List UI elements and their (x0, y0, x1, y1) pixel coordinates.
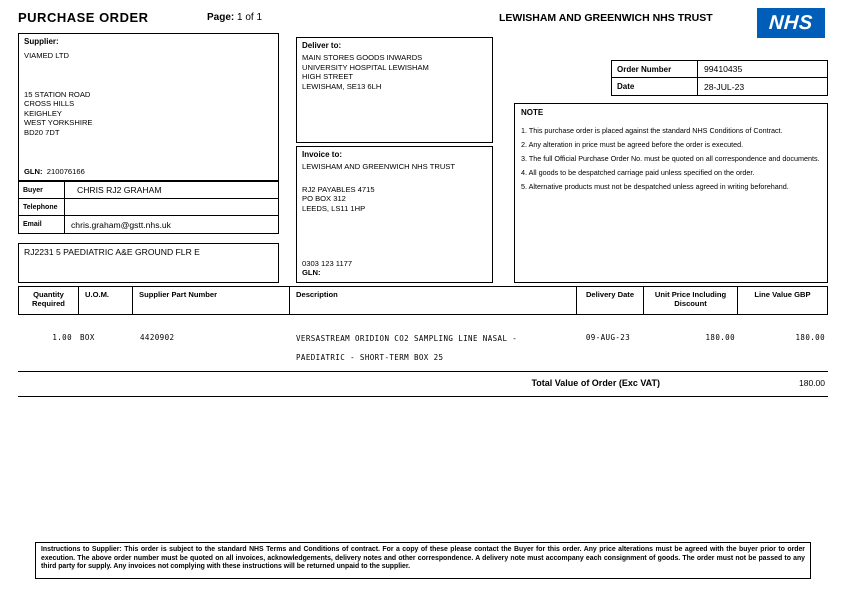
buyer-table (18, 181, 279, 234)
invoice-to-box (296, 146, 493, 283)
supplier-address (24, 90, 273, 138)
supplier-name: VIAMED LTD (24, 51, 70, 60)
divider-line (18, 396, 828, 397)
department-box (18, 243, 279, 283)
invoice-to-gln-label: GLN: (302, 268, 321, 278)
header-quantity: Quantity Required (18, 286, 79, 315)
total-label: Total Value of Order (Exc VAT) (531, 378, 660, 388)
invoice-to-line: RJ2 PAYABLES 4715 (302, 184, 375, 194)
telephone-label: Telephone (19, 199, 65, 215)
department-code: RJ2231 5 PAEDIATRIC A&E GROUND FLR E (24, 247, 200, 257)
invoice-to-phone: 0303 123 1177 (302, 258, 353, 268)
order-info-table (611, 60, 828, 96)
page-value: 1 of 1 (237, 12, 263, 23)
email-value: chris.graham@gstt.nhs.uk (71, 219, 171, 230)
header-line-value: Line Value GBP (738, 286, 828, 315)
telephone-row (19, 199, 278, 216)
order-number-label: Order Number (612, 61, 698, 77)
deliver-to-box (296, 37, 493, 143)
supplier-label: Supplier: (24, 37, 59, 46)
buyer-label: Buyer (19, 182, 65, 198)
header-uom: U.O.M. (79, 286, 133, 315)
header-delivery-date: Delivery Date (577, 286, 644, 315)
item-unit-price: 180.00 (705, 333, 735, 342)
buyer-value: CHRIS RJ2 GRAHAM (77, 185, 162, 195)
buyer-row (19, 182, 278, 199)
email-row (19, 216, 278, 233)
note-item: 4. All goods to be despatched carriage paid unless specified on the order. (521, 168, 755, 177)
order-date-label: Date (612, 78, 698, 95)
order-date-row (612, 78, 827, 95)
item-part-number: 4420902 (140, 333, 175, 342)
total-value: 180.00 (799, 378, 825, 388)
item-uom: BOX (80, 333, 95, 342)
nhs-logo-text: NHS (768, 11, 814, 34)
deliver-to-line: MAIN STORES GOODS INWARDS (302, 53, 423, 62)
header-unit-price: Unit Price Including Discount (644, 286, 738, 315)
divider-line (18, 371, 828, 372)
note-box (514, 103, 828, 283)
item-description-line1: VERSASTREAM ORIDION CO2 SAMPLING LINE NASAL - (296, 334, 518, 343)
order-number-value: 99410435 (704, 64, 743, 74)
note-title: NOTE (521, 108, 544, 117)
item-delivery-date: 09-AUG-23 (585, 333, 631, 342)
page-label: Page: (207, 12, 235, 23)
header-description: Description (290, 286, 577, 315)
email-label: Email (19, 216, 65, 233)
page-title: PURCHASE ORDER (18, 10, 149, 25)
supplier-address-line: CROSS HILLS (24, 99, 75, 109)
deliver-to-line: HIGH STREET (302, 72, 354, 82)
supplier-box (18, 33, 279, 181)
supplier-instructions-box (35, 542, 811, 579)
page-number (207, 12, 262, 23)
items-table-header (18, 286, 828, 315)
item-quantity: 1.00 (52, 333, 72, 342)
item-description-line2: PAEDIATRIC - SHORT-TERM BOX 25 (296, 353, 444, 362)
trust-name: LEWISHAM AND GREENWICH NHS TRUST (499, 12, 713, 24)
supplier-address-line: 15 STATION ROAD (24, 89, 91, 99)
deliver-to-line: UNIVERSITY HOSPITAL LEWISHAM (302, 62, 429, 72)
supplier-address-line: BD20 7DT (24, 127, 60, 137)
note-item: 2. Any alteration in price must be agreed before the order is executed. (521, 140, 744, 149)
invoice-to-line: LEEDS, LS11 1HP (302, 203, 366, 213)
deliver-to-label: Deliver to: (302, 41, 342, 50)
note-item: 3. The full Official Purchase Order No. must be quoted on all correspondence and documents. (521, 154, 820, 163)
invoice-to-line: PO BOX 312 (302, 194, 346, 204)
supplier-instructions-text: Instructions to Supplier: This order is subject to the standard NHS Terms and Conditions of contract. For a copy of these please contact the Buyer for this order. Any price alterations must be agreed with the buyer prior to order execution. The above order number must be quoted on all invoices, acknowledgements, delivery notes and other correspondence. A delivery note must accompany each consignment of goods. The order must not be passed to any third party for supply. Any invoices not complying with these instructions will be returned unpaid to the supplier. (41, 546, 805, 571)
item-line-value: 180.00 (795, 333, 825, 342)
supplier-gln (24, 167, 85, 176)
order-date-value: 28-JUL-23 (704, 81, 745, 92)
invoice-to-name: LEWISHAM AND GREENWICH NHS TRUST (302, 162, 456, 171)
supplier-address-line: WEST YORKSHIRE (24, 118, 93, 128)
supplier-gln-label: GLN: (24, 167, 43, 176)
order-number-row (612, 61, 827, 78)
nhs-logo (757, 8, 825, 38)
note-item: 5. Alternative products must not be despatched unless agreed in writing beforehand. (521, 182, 789, 191)
supplier-address-line: KEIGHLEY (24, 108, 62, 118)
supplier-gln-value: 210076166 (46, 167, 85, 176)
note-item: 1. This purchase order is placed against the standard NHS Conditions of Contract. (521, 126, 783, 135)
header-part-number: Supplier Part Number (133, 286, 290, 315)
deliver-to-line: LEWISHAM, SE13 6LH (302, 81, 382, 91)
invoice-to-label: Invoice to: (302, 150, 343, 159)
